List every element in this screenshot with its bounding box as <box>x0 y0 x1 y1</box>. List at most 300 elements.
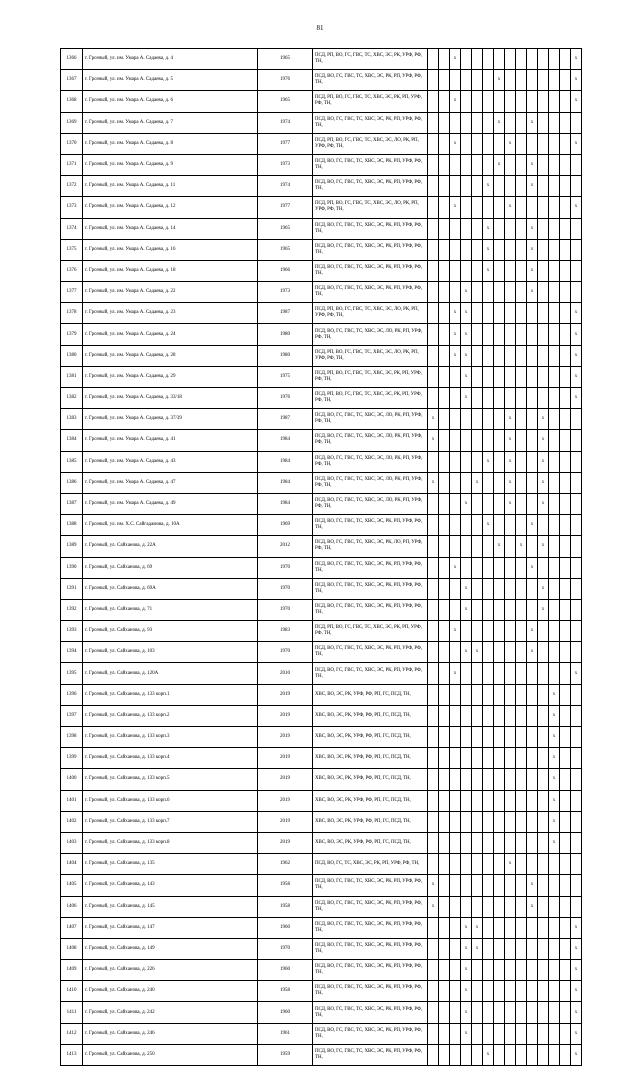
mark-cell <box>560 832 571 853</box>
works-codes-cell: ПСД, РП, ВО, ГС, ГВС, ТС, ХВС, ЭС, ЛО, РК, РП, УРФ, РФ, ТН, <box>313 303 428 324</box>
mark-x: x <box>450 345 461 366</box>
mark-cell <box>450 70 461 91</box>
mark-cell <box>494 769 505 790</box>
mark-cell <box>428 91 439 112</box>
mark-cell <box>472 663 483 684</box>
mark-x: x <box>461 1023 472 1044</box>
mark-cell <box>439 70 450 91</box>
mark-x: x <box>450 557 461 578</box>
mark-cell <box>439 388 450 409</box>
table-row <box>61 854 582 875</box>
year-cell: 1970 <box>258 599 313 620</box>
mark-cell <box>439 260 450 281</box>
works-codes-cell: ПСД, ВО, ГС, ГВС, ТС, ХВС, ЭС, РК, ЛО, РП, УРФ, РФ, ТН, <box>313 536 428 557</box>
mark-cell <box>505 536 516 557</box>
row-number-cell: 1372 <box>61 176 83 197</box>
mark-cell <box>472 960 483 981</box>
row-number-cell: 1370 <box>61 133 83 154</box>
mark-cell <box>505 218 516 239</box>
year-cell: 2012 <box>258 536 313 557</box>
mark-cell <box>560 578 571 599</box>
mark-cell <box>439 938 450 959</box>
mark-cell <box>494 388 505 409</box>
mark-cell <box>516 515 527 536</box>
mark-cell <box>472 366 483 387</box>
mark-cell <box>483 621 494 642</box>
mark-cell <box>461 832 472 853</box>
mark-cell <box>450 727 461 748</box>
mark-cell <box>538 515 549 536</box>
mark-cell <box>505 684 516 705</box>
row-number-cell: 1367 <box>61 70 83 91</box>
mark-x: x <box>571 388 582 409</box>
mark-cell <box>505 599 516 620</box>
row-number-cell: 1376 <box>61 260 83 281</box>
mark-cell <box>538 388 549 409</box>
mark-x: x <box>505 472 516 493</box>
mark-cell <box>560 727 571 748</box>
mark-cell <box>560 430 571 451</box>
mark-cell <box>549 536 560 557</box>
mark-cell <box>428 536 439 557</box>
year-cell: 1970 <box>258 578 313 599</box>
mark-cell <box>538 70 549 91</box>
mark-x: x <box>494 154 505 175</box>
mark-cell <box>516 49 527 70</box>
mark-cell <box>428 366 439 387</box>
mark-cell <box>527 684 538 705</box>
row-number-cell: 1406 <box>61 896 83 917</box>
mark-cell <box>494 832 505 853</box>
mark-x: x <box>549 705 560 726</box>
row-number-cell: 1375 <box>61 239 83 260</box>
mark-cell <box>450 642 461 663</box>
year-cell: 1960 <box>258 960 313 981</box>
mark-cell <box>439 875 450 896</box>
mark-x: x <box>571 1044 582 1065</box>
row-number-cell: 1399 <box>61 748 83 769</box>
table-row <box>61 1023 582 1044</box>
mark-cell <box>461 472 472 493</box>
mark-x: x <box>527 282 538 303</box>
address-cell: г. Грозный, ул. Сайханова, д. 135 <box>83 854 258 875</box>
mark-cell <box>428 303 439 324</box>
mark-cell <box>538 663 549 684</box>
mark-cell <box>483 599 494 620</box>
mark-cell <box>505 875 516 896</box>
mark-cell <box>461 748 472 769</box>
works-codes-cell: ХВС, ВО, ЭС, РК, УРФ, РФ, РП, ГС, ПСД, ТН, <box>313 684 428 705</box>
year-cell: 1965 <box>258 239 313 260</box>
table-row <box>61 366 582 387</box>
mark-cell <box>538 811 549 832</box>
mark-cell <box>527 960 538 981</box>
mark-cell <box>538 981 549 1002</box>
mark-cell <box>571 176 582 197</box>
mark-cell <box>494 409 505 430</box>
works-codes-cell: ПСД, ВО, ГС, ГВС, ТС, ХВС, ЭС, РК, РП, УРФ, РФ, ТН, <box>313 176 428 197</box>
mark-cell <box>516 388 527 409</box>
mark-cell <box>483 49 494 70</box>
mark-cell <box>428 388 439 409</box>
row-number-cell: 1389 <box>61 536 83 557</box>
mark-cell <box>439 91 450 112</box>
table-row <box>61 345 582 366</box>
mark-cell <box>527 790 538 811</box>
year-cell: 1965 <box>258 218 313 239</box>
mark-cell <box>527 1002 538 1023</box>
mark-x: x <box>450 197 461 218</box>
table-row <box>61 938 582 959</box>
address-cell: г. Грозный, ул. Сайханова, д. 133 корп.2 <box>83 705 258 726</box>
year-cell: 1960 <box>258 917 313 938</box>
row-number-cell: 1373 <box>61 197 83 218</box>
table-row <box>61 748 582 769</box>
year-cell: 1977 <box>258 197 313 218</box>
mark-cell <box>527 345 538 366</box>
mark-cell <box>571 260 582 281</box>
mark-x: x <box>483 176 494 197</box>
mark-cell <box>483 282 494 303</box>
mark-cell <box>527 578 538 599</box>
mark-cell <box>494 324 505 345</box>
mark-cell <box>549 91 560 112</box>
mark-cell <box>494 91 505 112</box>
mark-cell <box>560 621 571 642</box>
row-number-cell: 1382 <box>61 388 83 409</box>
mark-cell <box>538 176 549 197</box>
mark-cell <box>439 663 450 684</box>
row-number-cell: 1392 <box>61 599 83 620</box>
mark-cell <box>472 684 483 705</box>
table-row <box>61 91 582 112</box>
table-row <box>61 960 582 981</box>
works-codes-cell: ПСД, РП, ВО, ГС, ГВС, ТС, ХВС, ЭС, РК, РП, УРФ, РФ, ТН, <box>313 366 428 387</box>
mark-cell <box>461 896 472 917</box>
mark-cell <box>494 938 505 959</box>
mark-cell <box>549 472 560 493</box>
row-number-cell: 1371 <box>61 154 83 175</box>
row-number-cell: 1384 <box>61 430 83 451</box>
works-codes-cell: ХВС, ВО, ЭС, РК, УРФ, РФ, РП, ГС, ПСД, ТН, <box>313 832 428 853</box>
mark-cell <box>439 981 450 1002</box>
mark-cell <box>472 112 483 133</box>
mark-cell <box>428 197 439 218</box>
mark-x: x <box>527 154 538 175</box>
mark-cell <box>461 515 472 536</box>
mark-cell <box>527 727 538 748</box>
mark-cell <box>527 70 538 91</box>
mark-cell <box>560 684 571 705</box>
mark-cell <box>450 896 461 917</box>
address-cell: г. Грозный, ул. им. Умара А. Садаева, д. 5 <box>83 70 258 91</box>
mark-cell <box>571 493 582 514</box>
mark-cell <box>428 832 439 853</box>
mark-cell <box>516 960 527 981</box>
mark-cell <box>505 642 516 663</box>
mark-cell <box>505 960 516 981</box>
mark-cell <box>560 49 571 70</box>
mark-cell <box>439 557 450 578</box>
mark-cell <box>560 599 571 620</box>
mark-cell <box>549 388 560 409</box>
address-cell: г. Грозный, ул. Сайханова, д. 133 корп.7 <box>83 811 258 832</box>
mark-cell <box>571 472 582 493</box>
mark-cell <box>560 1044 571 1065</box>
address-cell: г. Грозный, ул. им. Умара А. Садаева, д. 24 <box>83 324 258 345</box>
mark-x: x <box>505 197 516 218</box>
year-cell: 1984 <box>258 472 313 493</box>
mark-cell <box>483 70 494 91</box>
mark-cell <box>538 684 549 705</box>
year-cell: 1987 <box>258 409 313 430</box>
mark-cell <box>560 642 571 663</box>
address-cell: г. Грозный, ул. Сайханова, д. 240 <box>83 981 258 1002</box>
mark-cell <box>494 811 505 832</box>
address-cell: г. Грозный, ул. Сайханова, д. 133 корп.8 <box>83 832 258 853</box>
mark-x: x <box>428 472 439 493</box>
mark-cell <box>428 790 439 811</box>
mark-cell <box>538 832 549 853</box>
works-codes-cell: ПСД, ВО, ГС, ГВС, ТС, ХВС, ЭС, РК, РП, УРФ, РФ, ТН, <box>313 642 428 663</box>
mark-cell <box>560 1023 571 1044</box>
mark-cell <box>439 896 450 917</box>
year-cell: 1983 <box>258 621 313 642</box>
mark-cell <box>494 1002 505 1023</box>
mark-x: x <box>538 451 549 472</box>
row-number-cell: 1401 <box>61 790 83 811</box>
row-number-cell: 1411 <box>61 1002 83 1023</box>
mark-cell <box>516 705 527 726</box>
mark-x: x <box>571 49 582 70</box>
mark-cell <box>450 409 461 430</box>
mark-cell <box>439 409 450 430</box>
mark-cell <box>516 642 527 663</box>
mark-cell <box>428 727 439 748</box>
mark-cell <box>516 832 527 853</box>
works-codes-cell: ПСД, РП, ВО, ГС, ГВС, ТС, ХВС, ЭС, РК, УРФ, РФ, ТН, <box>313 49 428 70</box>
year-cell: 2019 <box>258 748 313 769</box>
mark-cell <box>461 260 472 281</box>
mark-cell <box>516 938 527 959</box>
mark-cell <box>516 981 527 1002</box>
mark-cell <box>549 112 560 133</box>
table-row <box>61 705 582 726</box>
mark-cell <box>560 409 571 430</box>
mark-cell <box>527 49 538 70</box>
mark-cell <box>549 960 560 981</box>
mark-cell <box>461 790 472 811</box>
mark-cell <box>439 451 450 472</box>
year-cell: 1958 <box>258 896 313 917</box>
mark-cell <box>472 1023 483 1044</box>
mark-cell <box>505 324 516 345</box>
mark-x: x <box>527 557 538 578</box>
works-codes-cell: ПСД, ВО, ГС, ГВС, ТС, ХВС, ЭС, РК, РП, УРФ, РФ, ТН, <box>313 1044 428 1065</box>
mark-cell <box>549 345 560 366</box>
mark-cell <box>538 112 549 133</box>
table-row <box>61 388 582 409</box>
works-codes-cell: ХВС, ВО, ЭС, РК, УРФ, РФ, РП, ГС, ПСД, ТН, <box>313 790 428 811</box>
year-cell: 1980 <box>258 324 313 345</box>
year-cell: 1976 <box>258 70 313 91</box>
mark-cell <box>549 324 560 345</box>
mark-cell <box>439 366 450 387</box>
address-cell: г. Грозный, ул. Сайханова, д. 147 <box>83 917 258 938</box>
mark-cell <box>439 727 450 748</box>
mark-cell <box>439 854 450 875</box>
mark-cell <box>505 578 516 599</box>
works-codes-cell: ПСД, ВО, ГС, ГВС, ТС, ХВС, ЭС, РК, РП, УРФ, РФ, ТН, <box>313 239 428 260</box>
mark-cell <box>560 366 571 387</box>
mark-cell <box>527 705 538 726</box>
mark-x: x <box>571 303 582 324</box>
mark-cell <box>439 811 450 832</box>
mark-cell <box>516 430 527 451</box>
row-number-cell: 1400 <box>61 769 83 790</box>
mark-cell <box>450 239 461 260</box>
mark-cell <box>505 1023 516 1044</box>
year-cell: 2019 <box>258 684 313 705</box>
mark-cell <box>472 409 483 430</box>
works-codes-cell: ПСД, ВО, ГС, ГВС, ТС, ХВС, ЭС, РК, РП, УРФ, РФ, ТН, <box>313 875 428 896</box>
mark-cell <box>516 578 527 599</box>
row-number-cell: 1385 <box>61 451 83 472</box>
mark-cell <box>483 409 494 430</box>
mark-cell <box>549 1023 560 1044</box>
mark-cell <box>483 854 494 875</box>
year-cell: 1969 <box>258 515 313 536</box>
table-row <box>61 303 582 324</box>
address-cell: г. Грозный, ул. Сайханова, д. 133 корп.1 <box>83 684 258 705</box>
address-cell: г. Грозный, ул. им. Умара А. Садаева, д. 43 <box>83 451 258 472</box>
mark-cell <box>560 303 571 324</box>
mark-cell <box>549 642 560 663</box>
mark-cell <box>472 705 483 726</box>
mark-x: x <box>472 917 483 938</box>
table-row <box>61 176 582 197</box>
mark-x: x <box>549 748 560 769</box>
mark-cell <box>538 960 549 981</box>
mark-cell <box>505 663 516 684</box>
table-row <box>61 324 582 345</box>
mark-cell <box>483 769 494 790</box>
mark-cell <box>439 1023 450 1044</box>
mark-cell <box>450 811 461 832</box>
mark-cell <box>538 1002 549 1023</box>
mark-cell <box>494 684 505 705</box>
year-cell: 2010 <box>258 663 313 684</box>
mark-cell <box>428 1044 439 1065</box>
mark-cell <box>450 515 461 536</box>
mark-cell <box>494 599 505 620</box>
mark-cell <box>494 218 505 239</box>
mark-cell <box>560 218 571 239</box>
mark-x: x <box>571 197 582 218</box>
address-cell: г. Грозный, ул. Сайханова, д. 250 <box>83 1044 258 1065</box>
mark-cell <box>549 854 560 875</box>
year-cell: 1961 <box>258 1023 313 1044</box>
mark-cell <box>450 790 461 811</box>
mark-cell <box>549 981 560 1002</box>
mark-cell <box>516 599 527 620</box>
mark-cell <box>571 896 582 917</box>
row-number-cell: 1413 <box>61 1044 83 1065</box>
table-row <box>61 1002 582 1023</box>
table-row <box>61 769 582 790</box>
mark-cell <box>549 239 560 260</box>
mark-cell <box>549 621 560 642</box>
row-number-cell: 1391 <box>61 578 83 599</box>
works-codes-cell: ПСД, ВО, ГС, ГВС, ТС, ХВС, ЭС, РК, РП, УРФ, РФ, ТН, <box>313 515 428 536</box>
mark-cell <box>571 769 582 790</box>
mark-cell <box>516 663 527 684</box>
mark-cell <box>505 112 516 133</box>
mark-cell <box>494 239 505 260</box>
mark-cell <box>549 366 560 387</box>
mark-cell <box>428 642 439 663</box>
mark-cell <box>516 324 527 345</box>
mark-x: x <box>483 260 494 281</box>
mark-cell <box>549 663 560 684</box>
mark-x: x <box>494 536 505 557</box>
mark-cell <box>428 663 439 684</box>
mark-cell <box>428 769 439 790</box>
mark-cell <box>450 472 461 493</box>
mark-cell <box>428 515 439 536</box>
mark-cell <box>494 790 505 811</box>
works-codes-cell: ПСД, ВО, ГС, ГВС, ТС, ХВС, ЭС, РК, РП, УРФ, РФ, ТН, <box>313 663 428 684</box>
mark-x: x <box>571 663 582 684</box>
row-number-cell: 1379 <box>61 324 83 345</box>
mark-x: x <box>461 917 472 938</box>
mark-cell <box>483 875 494 896</box>
mark-cell <box>439 642 450 663</box>
year-cell: 1959 <box>258 1044 313 1065</box>
mark-cell <box>450 366 461 387</box>
address-cell: г. Грозный, ул. им. Умара А. Садаева, д. 28 <box>83 345 258 366</box>
table-row <box>61 493 582 514</box>
table-row <box>61 70 582 91</box>
mark-cell <box>571 832 582 853</box>
mark-cell <box>571 748 582 769</box>
mark-cell <box>516 790 527 811</box>
mark-cell <box>439 705 450 726</box>
row-number-cell: 1402 <box>61 811 83 832</box>
address-cell: г. Грозный, ул. Сайханова, д. 71 <box>83 599 258 620</box>
mark-cell <box>472 197 483 218</box>
address-cell: г. Грозный, ул. им. Умара А. Садаева, д. 49 <box>83 493 258 514</box>
mark-cell <box>505 366 516 387</box>
mark-cell <box>439 324 450 345</box>
mark-cell <box>505 790 516 811</box>
mark-cell <box>538 896 549 917</box>
mark-cell <box>494 960 505 981</box>
mark-cell <box>538 557 549 578</box>
mark-cell <box>472 1044 483 1065</box>
mark-cell <box>461 621 472 642</box>
mark-cell <box>571 218 582 239</box>
mark-cell <box>461 705 472 726</box>
mark-cell <box>516 451 527 472</box>
mark-cell <box>505 981 516 1002</box>
mark-cell <box>450 282 461 303</box>
mark-cell <box>505 239 516 260</box>
mark-cell <box>494 366 505 387</box>
mark-cell <box>549 917 560 938</box>
table-row <box>61 49 582 70</box>
mark-cell <box>571 621 582 642</box>
